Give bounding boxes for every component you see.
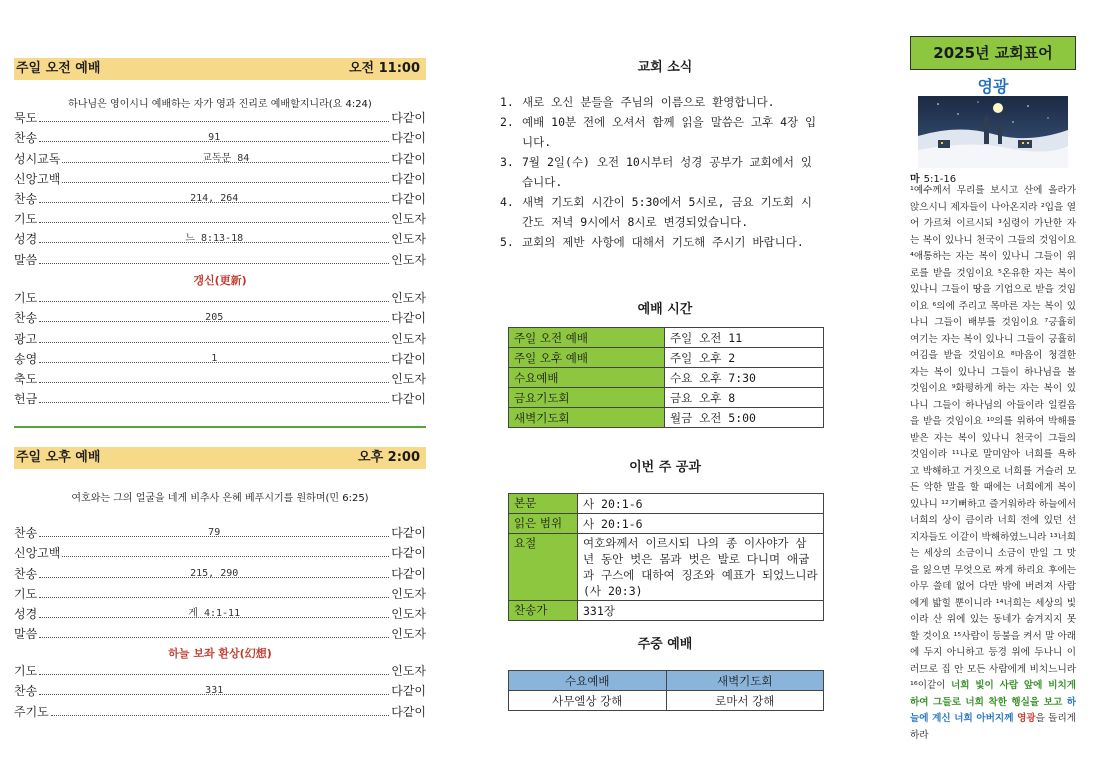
order-label: 기도	[14, 664, 38, 679]
news-number: 2.	[500, 115, 514, 129]
order-row	[14, 347, 426, 367]
order-value: 느 8:13-18	[185, 233, 244, 245]
afternoon-service-time: 오후 2:00	[358, 450, 420, 465]
order-role: 다같이	[391, 526, 426, 541]
order-leader-dots	[39, 263, 389, 264]
table-key: 수요예배	[509, 368, 665, 388]
order-row	[14, 679, 426, 699]
order-label: 찬송	[14, 191, 38, 206]
weekday-table	[508, 670, 824, 711]
table-row	[509, 534, 824, 601]
order-row	[14, 326, 426, 346]
lesson-table	[508, 493, 824, 621]
order-label: 주기도	[14, 704, 49, 719]
motto-title: 2025년 교회표어	[910, 36, 1076, 70]
order-row	[14, 126, 426, 146]
order-role: 인도자	[391, 212, 426, 227]
news-number: 1.	[500, 95, 514, 109]
order-role: 다같이	[391, 392, 426, 407]
table-key: 주일 오전 예배	[509, 328, 665, 348]
morning-service-title: 주일 오전 예배	[16, 61, 101, 76]
order-label: 찬송	[14, 526, 38, 541]
table-key: 금요기도회	[509, 388, 665, 408]
order-role: 인도자	[391, 606, 426, 621]
morning-service-header	[14, 58, 426, 80]
order-label: 찬송	[14, 311, 38, 326]
motto-theme: 영광	[977, 77, 1009, 96]
table-key: 새벽기도회	[509, 408, 665, 428]
order-label: 기도	[14, 586, 38, 601]
order-label: 기도	[14, 291, 38, 306]
table-value: 331장	[578, 601, 824, 621]
order-role: 다같이	[391, 351, 426, 366]
order-label: 신앙고백	[14, 546, 61, 561]
scripture-main: ¹예수께서 무리를 보시고 산에 올라가 앉으시니 제자들이 나아온지라 ²입을 열어 가르쳐 이르시되 ³심령이 가난한 자는 복이 있나니 천국이 그들의 것임이요 ⁴애통하는 자는 복이 있나니 그들이 위로를 받을 것임이요 ⁵온유한 자는 복이 있나니 그들이 땅을 기업으로 받을 것임이요 ⁶의에 주리고 목마른 자는 복이 있나니 그들이 배부를 것임이요 ⁷긍휼히 여기는 자는 복이 있나니 그들이 긍휼히 여김을 받을 것임이요 ⁸마음이 청결한 자는 복이 있나니 그들이 하나님을 볼 것임이요 ⁹화평하게 하는 자는 복이 있나니 그들이 하나님의 아들이라 일컬음을 받을 것임이요 ¹⁰의를 위하여 박해를 받은 자는 복이 있나니 천국이 그들의 것임이라 ¹¹나로 말미암아 너희를 욕하고 박해하고 거짓으로 너희를 거슬러 모든 악한 말을 할 때에는 너희에게 복이 있나니 ¹²기뻐하고 즐거워하라 하늘에서 너희의 상이 큼이라 너희 전에 있던 선지자들도 이같이 박해하였느니라 ¹³너희는 세상의 소금이니 소금이 만일 그 맛을 잃으면 무엇으로 짜게 하리요 후에는 아무 쓸데 없어 다만 밖에 버려져 사람에게 밟힐 뿐이니라 ¹⁴너희는 세상의 빛이라 산 위에 있는 동네가 숨겨지지 못할 것이요 ¹⁵사람이 등불을 켜서 말 아래에 두지 아니하고 등경 위에 두나니 이러므로 집 안 모든 사람에게 비치느니라 ¹⁶이같이	[910, 185, 1076, 691]
order-row	[14, 187, 426, 207]
weekday-title: 주중 예배	[637, 637, 693, 652]
table-key: 찬송가	[509, 601, 578, 621]
weekday-value-dawn: 로마서 강해	[666, 691, 824, 711]
order-leader-dots	[39, 527, 389, 539]
afternoon-sermon-title: 하늘 보좌 환상(幻想)	[168, 647, 272, 660]
order-role: 인도자	[391, 331, 426, 346]
table-value: 사 20:1-6	[578, 494, 824, 514]
table-row	[509, 494, 824, 514]
order-row	[14, 387, 426, 407]
morning-verse: 하나님은 영이시니 예배하는 자가 영과 진리로 예배할지니라(요 4:24)	[68, 99, 372, 110]
order-role: 다같이	[391, 131, 426, 146]
table-key: 본문	[509, 494, 578, 514]
table-value: 월금 오전 5:00	[665, 408, 824, 428]
order-row	[14, 306, 426, 326]
order-leader-dots	[39, 222, 389, 223]
table-row	[509, 368, 824, 388]
order-role: 인도자	[391, 664, 426, 679]
news-number: 5.	[500, 235, 514, 249]
news-number: 4.	[500, 195, 514, 209]
order-value: 214, 264	[190, 192, 239, 204]
scripture-highlight-glory: 영광	[1017, 713, 1036, 724]
order-label: 찬송	[14, 566, 38, 581]
order-role: 인도자	[391, 252, 426, 267]
weekday-header-wed: 수요예배	[509, 671, 667, 691]
scripture-book: 마	[910, 174, 920, 185]
scripture-end: 을 돌리게 하라	[910, 713, 1076, 741]
morning-service-time: 오전 11:00	[348, 61, 420, 76]
order-leader-dots	[39, 132, 389, 144]
afternoon-service-header	[14, 447, 426, 469]
morning-order-list	[14, 106, 426, 268]
order-role: 다같이	[391, 684, 426, 699]
table-row	[509, 328, 824, 348]
order-label: 말씀	[14, 252, 38, 267]
afternoon-verse: 여호와는 그의 얼굴을 네게 비추사 은혜 베푸시기를 원하며(민 6:25)	[71, 493, 369, 504]
order-row	[14, 106, 426, 126]
order-label: 성시교독	[14, 151, 61, 166]
order-leader-dots	[39, 342, 389, 343]
order-row	[14, 602, 426, 622]
order-value: 교독문 84	[202, 152, 250, 164]
news-text: 예배 10분 전에 오셔서 함께 읽을 말씀은 고후 4장 입니다.	[522, 115, 817, 149]
order-role: 다같이	[391, 546, 426, 561]
order-role: 인도자	[391, 627, 426, 642]
order-role: 다같이	[391, 151, 426, 166]
order-label: 신앙고백	[14, 171, 61, 186]
table-value: 주일 오전 11	[665, 328, 824, 348]
news-list	[500, 92, 820, 252]
table-key: 요절	[509, 534, 578, 601]
table-value: 사 20:1-6	[578, 514, 824, 534]
order-role: 다같이	[391, 111, 426, 126]
order-leader-dots	[39, 192, 389, 204]
order-label: 성경	[14, 606, 38, 621]
order-row	[14, 286, 426, 306]
order-leader-dots	[39, 685, 389, 697]
order-value: 331	[205, 685, 224, 697]
afternoon-order-list-2	[14, 659, 426, 720]
order-label: 송영	[14, 351, 38, 366]
schedule-title: 예배 시간	[637, 302, 693, 317]
order-row	[14, 541, 426, 561]
order-value: 215, 290	[190, 567, 239, 579]
table-value: 여호와께서 이르시되 나의 종 이사야가 삼 년 동안 벗은 몸과 벗은 발로 다니며 애굽과 구스에 대하여 징조와 예표가 되었느니라(사 20:3)	[578, 534, 824, 601]
news-title: 교회 소식	[637, 60, 693, 75]
table-value: 수요 오후 7:30	[665, 368, 824, 388]
order-role: 다같이	[391, 566, 426, 581]
scripture-ref: 5:1-16	[923, 174, 957, 185]
order-leader-dots	[39, 674, 389, 675]
news-number: 3.	[500, 155, 514, 169]
order-leader-dots	[39, 382, 389, 383]
news-text: 새벽 기도회 시간이 5:30에서 5시로, 금요 기도회 시간도 저녁 9시에서 8시로 변경되었습니다.	[522, 195, 812, 229]
order-role: 인도자	[391, 586, 426, 601]
order-role: 다같이	[391, 191, 426, 206]
table-key: 주일 오후 예배	[509, 348, 665, 368]
order-row	[14, 622, 426, 642]
order-leader-dots	[62, 182, 389, 183]
order-leader-dots	[39, 607, 389, 619]
order-row	[14, 227, 426, 247]
order-label: 성경	[14, 232, 38, 247]
order-leader-dots	[39, 402, 389, 403]
news-item	[500, 112, 820, 152]
order-leader-dots	[39, 352, 389, 364]
order-label: 찬송	[14, 684, 38, 699]
scripture-highlight-2: 하늘에 계신 너희 아버지께	[910, 696, 1076, 724]
order-row	[14, 582, 426, 602]
order-value: 91	[208, 132, 221, 144]
order-role: 인도자	[391, 371, 426, 386]
news-text: 교회의 제반 사항에 대해서 기도해 주시기 바랍니다.	[522, 235, 804, 249]
order-leader-dots	[39, 312, 389, 324]
table-row	[509, 348, 824, 368]
order-role: 인도자	[391, 232, 426, 247]
scripture-highlight: 너희 빛이 사람 앞에 비치게 하여 그들로 너희 착한 행실을 보고	[910, 680, 1076, 708]
order-value: 1	[211, 352, 218, 364]
order-leader-dots	[39, 121, 389, 122]
afternoon-service-title: 주일 오후 예배	[16, 450, 101, 465]
order-leader-dots	[51, 715, 389, 716]
news-item	[500, 152, 820, 192]
order-label: 찬송	[14, 131, 38, 146]
order-row	[14, 367, 426, 387]
order-value: 205	[205, 312, 224, 324]
order-leader-dots	[39, 597, 389, 598]
order-role: 인도자	[391, 291, 426, 306]
table-value: 주일 오후 2	[665, 348, 824, 368]
news-item	[500, 232, 820, 252]
table-row	[509, 388, 824, 408]
morning-sermon-title: 갱신(更新)	[193, 274, 247, 287]
order-leader-dots	[39, 637, 389, 638]
order-row	[14, 659, 426, 679]
order-leader-dots	[39, 233, 389, 245]
section-divider	[14, 426, 426, 428]
news-text: 새로 오신 분들을 주님의 이름으로 환영합니다.	[522, 95, 775, 109]
order-row	[14, 699, 426, 719]
news-text: 7월 2일(수) 오전 10시부터 성경 공부가 교회에서 있습니다.	[522, 155, 812, 189]
order-leader-dots	[39, 567, 389, 579]
weekday-header-dawn: 새벽기도회	[666, 671, 824, 691]
order-label: 말씀	[14, 627, 38, 642]
order-label: 묵도	[14, 111, 38, 126]
order-row	[14, 247, 426, 267]
order-row	[14, 167, 426, 187]
table-row	[509, 408, 824, 428]
table-row	[509, 514, 824, 534]
schedule-table	[508, 327, 824, 428]
order-row	[14, 207, 426, 227]
order-role: 다같이	[391, 171, 426, 186]
scripture-text	[910, 183, 1076, 744]
weekday-value-wed: 사무엘상 강해	[509, 691, 667, 711]
winter-village-illustration	[918, 96, 1068, 168]
order-row	[14, 521, 426, 541]
table-value: 금요 오후 8	[665, 388, 824, 408]
morning-order-list-2	[14, 286, 426, 407]
order-value: 게 4:1-11	[188, 607, 241, 619]
order-role: 다같이	[391, 311, 426, 326]
order-label: 기도	[14, 212, 38, 227]
order-leader-dots	[39, 301, 389, 302]
table-key: 읽은 범위	[509, 514, 578, 534]
order-value: 79	[208, 527, 221, 539]
table-row	[509, 601, 824, 621]
order-leader-dots	[62, 556, 389, 557]
order-label: 축도	[14, 371, 38, 386]
order-role: 다같이	[391, 704, 426, 719]
news-item	[500, 192, 820, 232]
afternoon-order-list	[14, 521, 426, 642]
news-item	[500, 92, 820, 112]
lesson-title: 이번 주 공과	[629, 460, 701, 475]
order-label: 헌금	[14, 392, 38, 407]
order-row	[14, 561, 426, 581]
order-row	[14, 146, 426, 166]
order-leader-dots	[62, 152, 389, 164]
order-label: 광고	[14, 331, 38, 346]
